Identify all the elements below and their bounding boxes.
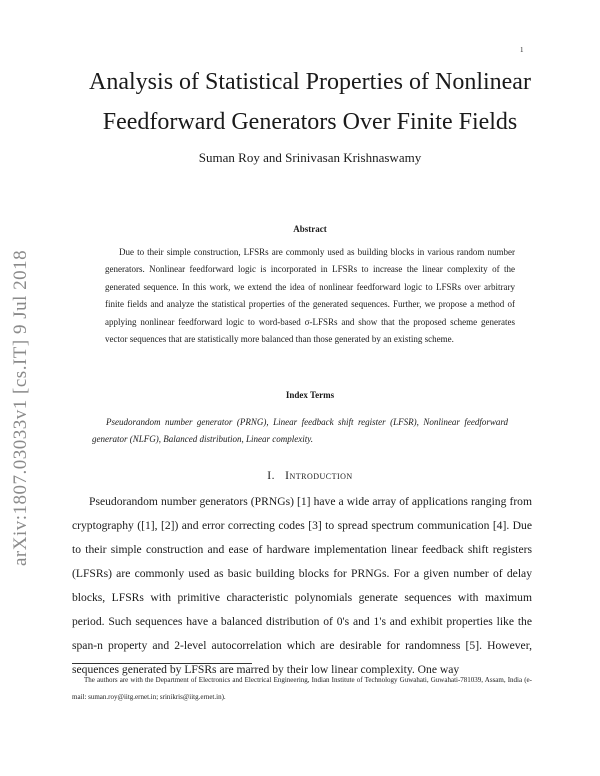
abstract-heading: Abstract: [293, 224, 327, 234]
paper-title: Analysis of Statistical Properties of Nonlinear Feedforward Generators Over Finite Fields: [89, 69, 531, 135]
author-list: Suman Roy and Srinivasan Krishnaswamy: [198, 150, 422, 165]
abstract-body: Due to their simple construction, LFSRs are commonly used as building blocks in various random number generators. Nonlinear feedforward logic is incorporated in LFSRs to increase the linear complexity of the generated sequence. In this work, we extend the idea of nonlinear feedforward logic to LFSRs over arbitrary finite fields and analyze the statistical properties of the generated sequences. Further, we propose a method of applying nonlinear feedforward logic to word-based σ-LFSRs and show that the proposed scheme generates vector sequences that are statistically more balanced than those generated by an existing scheme.: [105, 247, 515, 345]
page-number: 1: [520, 46, 524, 54]
index-terms-body: Pseudorandom number generator (PRNG), Linear feedback shift register (LFSR), Nonlinear feedforward generator (NLFG), Balanced distribution, Linear complexity.: [92, 417, 508, 445]
index-terms-heading: Index Terms: [285, 390, 335, 400]
section-heading: [40, 470, 580, 482]
author-affiliation-footnote: The authors are with the Department of Electronics and Electrical Engineering, Indian Institute of Technology Guwahati, Guwahati-781039, Assam, India (e-mail: suman.roy@iitg.ernet.in; srinikris@iitg.ernet.in).: [72, 676, 532, 701]
introduction-body: Pseudorandom number generators (PRNGs) [1] have a wide array of applications ranging from cryptography ([1], [2]) and error correcting codes [3] to spread spectrum communication [4]. Due to their simple construction and ease of hardware implementation linear feedback shift registers (LFSRs) are commonly used as basic building blocks for PRNGs. For a given number of delay blocks, LFSRs with primitive characteristic polynomials generate sequences with maximum period. Such sequences have a balanced distribution of 0's and 1's and exhibit properties like the span-n property and 2-level autocorrelation which are desirable for randomness [5]. However, sequences generated by LFSRs are marred by their low linear complexity. One way: [72, 495, 532, 676]
footnote-divider: [72, 663, 252, 664]
arxiv-identifier-stamp: arXiv:1807.03033v1 [cs.IT] 9 Jul 2018: [10, 249, 31, 566]
section-title: Introduction: [285, 470, 353, 482]
section-number: I.: [267, 470, 275, 482]
